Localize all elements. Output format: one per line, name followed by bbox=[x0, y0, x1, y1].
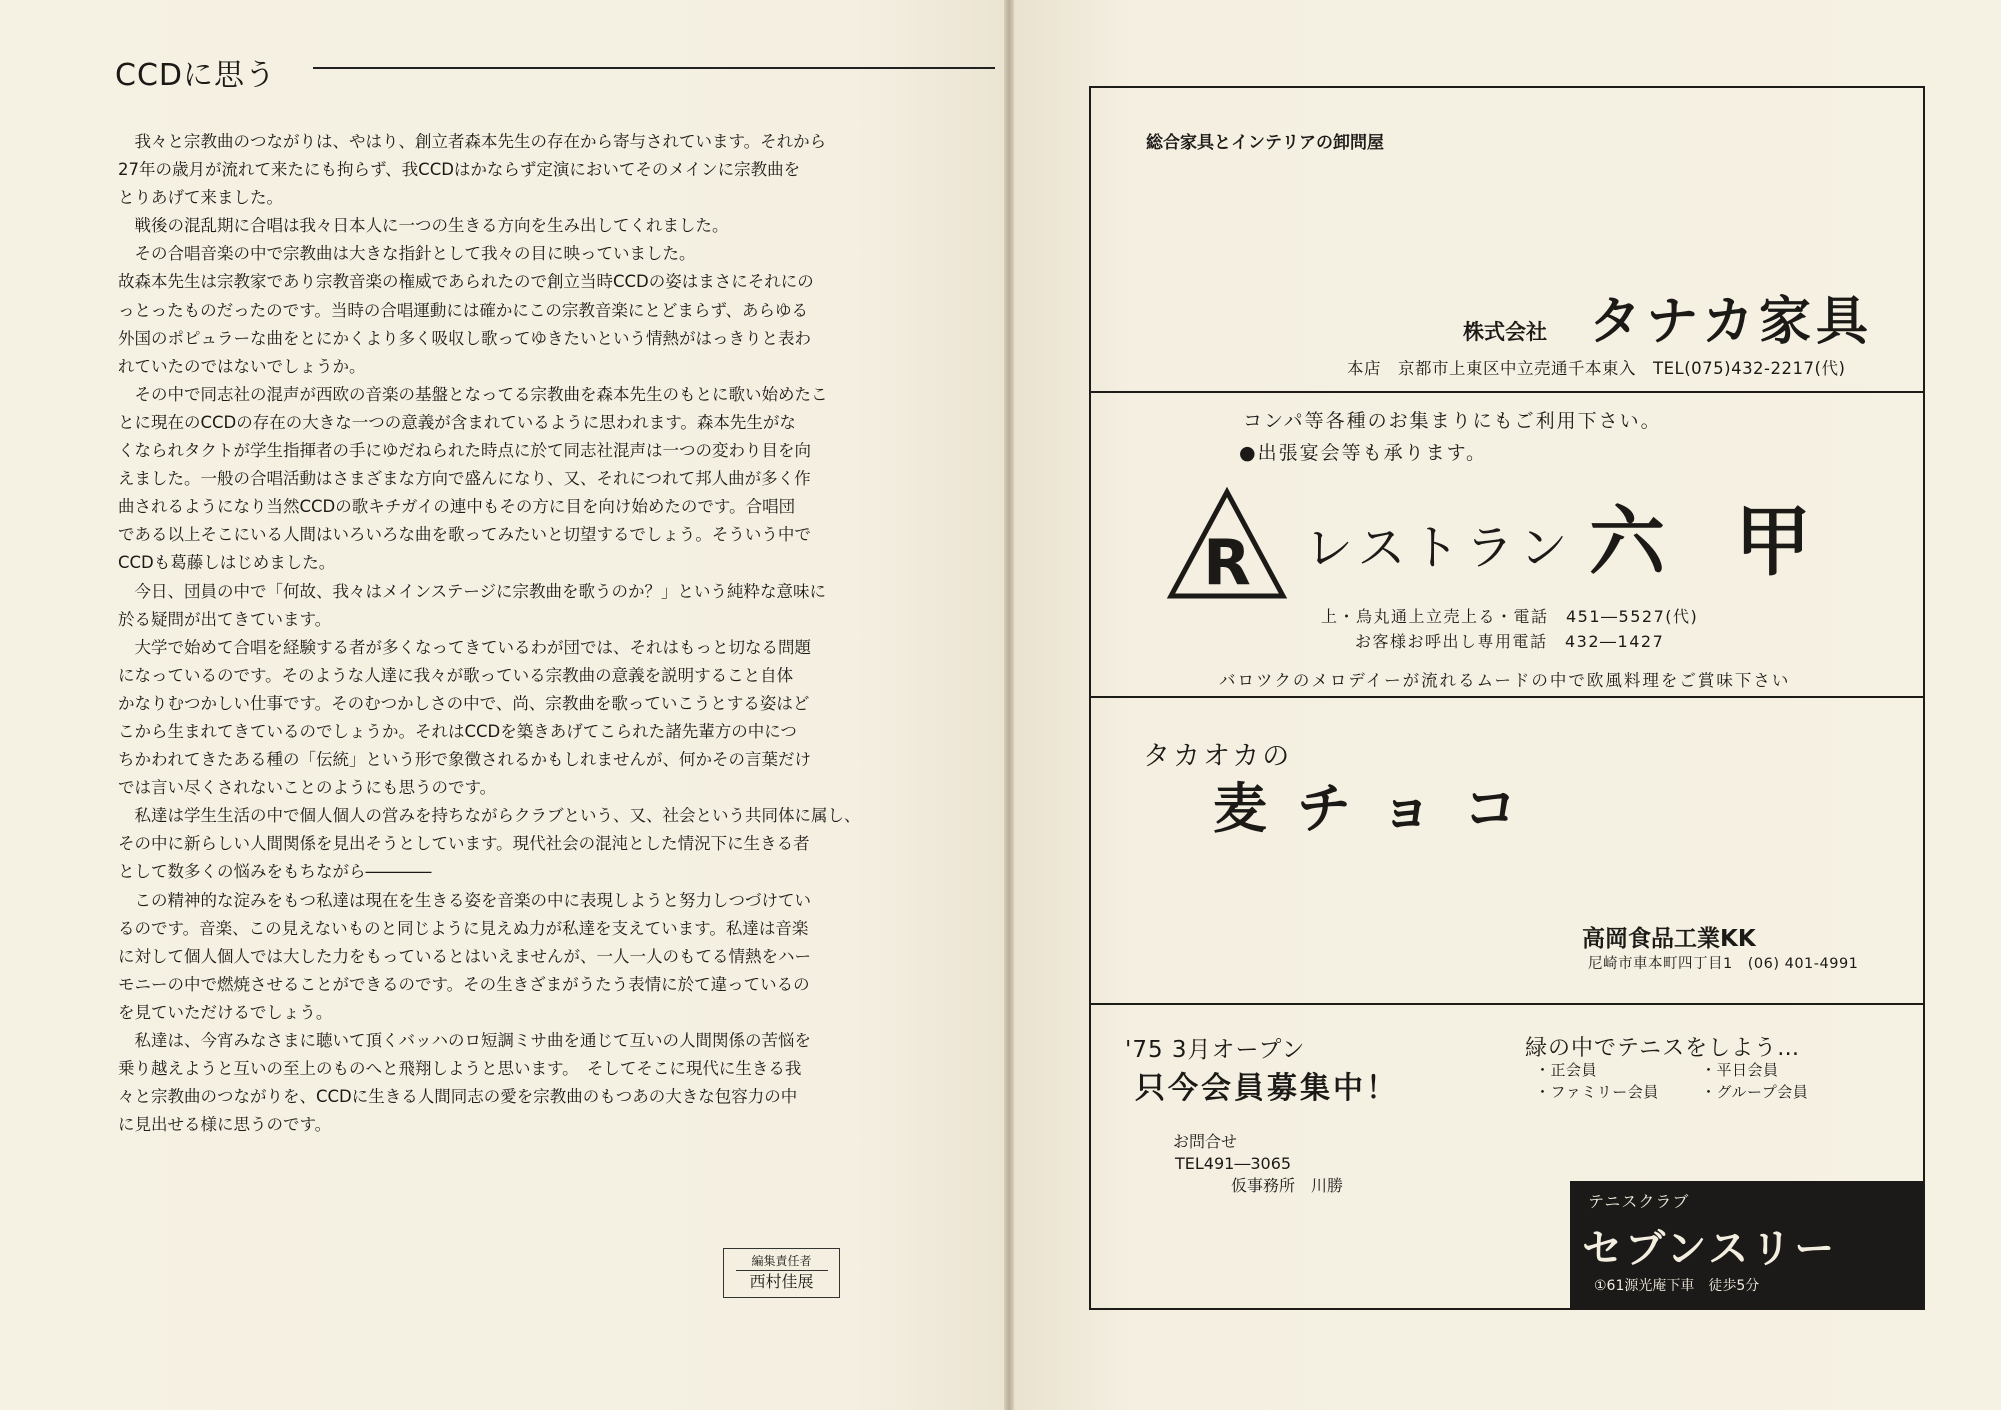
chocolate-brand-prefix: タカオカの bbox=[1143, 741, 1293, 772]
tennis-member-group: ・グループ会員 bbox=[1701, 1083, 1809, 1101]
essay-line: その合唱音楽の中で宗教曲は大きな指針として我々の目に映っていました。 bbox=[118, 244, 696, 264]
essay-line: 々と宗教曲のつながりを、CCDに生きる人間同志の愛を宗教曲のもつあの大きな包容力の中 bbox=[118, 1087, 798, 1107]
essay-line: れていたのではないでしょうか。 bbox=[118, 356, 366, 376]
essay-line: 戦後の混乱期に合唱は我々日本人に一つの生きる方向を生み出してくれました。 bbox=[118, 216, 729, 236]
editor-name: 西村佳展 bbox=[749, 1272, 814, 1291]
essay-line: として数多くの悩みをもちながら―――― bbox=[118, 862, 432, 882]
essay-title: CCDに思う bbox=[115, 58, 276, 93]
furniture-company-type: 株式会社 bbox=[1463, 320, 1547, 344]
essay-line: 故森本先生は宗教家であり宗教音楽の権威であられたので創立当時CCDの姿はまさにそれにの bbox=[118, 272, 814, 292]
essay-line: とに現在のCCDの存在の大きな一つの意義が含まれているように思われます。森本先生がな bbox=[118, 412, 796, 432]
title-rule bbox=[313, 67, 995, 69]
essay-line: ちかわれてきたある種の「伝統」という形で象徴されるかもしれませんが、何かその言葉だけ bbox=[118, 750, 811, 770]
essay-line: 私達は学生生活の中で個人個人の営みを持ちながらクラブという、又、社会という共同体に属し、 bbox=[118, 806, 861, 826]
tennis-member-regular: ・正会員 bbox=[1535, 1061, 1598, 1079]
essay-line: になっているのです。そのような人達に我々が歌っている宗教曲の意義を説明すること自体 bbox=[118, 665, 794, 685]
restaurant-service-2: ●出張宴会等も承ります。 bbox=[1239, 442, 1488, 464]
essay-line: 今日、団員の中で「何故、我々はメインステージに宗教曲を歌うのか？」という純粋な意味に bbox=[118, 581, 827, 601]
furniture-address: 本店 京都市上東区中立売通千本東入 TEL(075)432-2217(代) bbox=[1347, 359, 1846, 378]
furniture-name: タナカ家具 bbox=[1589, 292, 1873, 352]
tennis-club-box bbox=[1570, 1181, 1923, 1309]
ad-restaurant bbox=[1089, 391, 1925, 696]
essay-body bbox=[118, 128, 883, 1139]
tennis-member-weekday: ・平日会員 bbox=[1701, 1061, 1779, 1079]
restaurant-phone-main: 上・烏丸通上立売上る・電話 451―5527(代) bbox=[1321, 607, 1699, 626]
restaurant-service-1: コンパ等各種のお集まりにもご利用下さい。 bbox=[1243, 410, 1662, 432]
essay-line: 私達は、今宵みなさまに聴いて頂くバッハのロ短調ミサ曲を通じて互いの人間関係の苦悩を bbox=[118, 1031, 811, 1050]
tennis-opening: '75 3月オープン bbox=[1125, 1037, 1306, 1063]
essay-line: CCDも葛藤しはじめました。 bbox=[118, 553, 336, 573]
essay-line: 大学で始めて合唱を経験する者が多くなってきているわが団では、それはもっと切なる問題 bbox=[118, 637, 811, 657]
essay-line: くなられタクトが学生指揮者の手にゆだねられた時点に於て同志社混声は一つの変わり目を向 bbox=[118, 441, 811, 461]
essay-line: 我々と宗教曲のつながりは、やはり、創立者森本先生の存在から寄与されています。それから bbox=[118, 132, 827, 151]
chocolate-company: 高岡食品工業KK bbox=[1582, 926, 1756, 952]
page-gutter bbox=[1004, 0, 1014, 1410]
tennis-contact-label: お問合せ bbox=[1173, 1132, 1238, 1151]
essay-line: るのです。音楽、この見えないものと同じように見えぬ力が私達を支えています。私達は音楽 bbox=[118, 918, 809, 938]
essay-line: 外国のポピュラーな曲をとにかくより多く吸収し歌ってゆきたいという情熱がはっきりと表わ bbox=[118, 328, 811, 348]
tennis-contact-tel: TEL491―3065 bbox=[1175, 1154, 1292, 1173]
restaurant-name: レストラン bbox=[1305, 520, 1574, 576]
chocolate-address: 尼崎市車本町四丁目1 (06) 401-4991 bbox=[1588, 956, 1859, 972]
tennis-club-name: セブンスリー bbox=[1582, 1226, 1838, 1272]
essay-line: 27年の歳月が流れて来たにも拘らず、我CCDはかならず定演においてそのメインに宗教曲を bbox=[118, 160, 801, 180]
tennis-club-access: ①61源光庵下車 徒歩5分 bbox=[1594, 1278, 1760, 1294]
restaurant-phone-paging: お客様お呼出し専用電話 432―1427 bbox=[1355, 632, 1665, 651]
essay-line: その中で同志社の混声が西欧の音楽の基盤となってる宗教曲を森本先生のもとに歌い始めたこ bbox=[118, 384, 828, 404]
restaurant-logo-icon bbox=[1165, 486, 1289, 606]
essay-header bbox=[115, 50, 880, 93]
essay-line: 乗り越えようと互いの至上のものへと飛翔しようと思います。 そしてそこに現代に生きる我 bbox=[118, 1059, 802, 1079]
essay-line: に対して個人個人では大した力をもっているとはいえませんが、一人一人のもてる情熱をハー bbox=[118, 946, 811, 966]
essay-line: である以上そこにいる人間はいろいろな曲を歌ってみたいと切望するでしょう。そういう中で bbox=[118, 525, 811, 545]
essay-line: 於る疑問が出てきています。 bbox=[118, 609, 332, 629]
essay-line: を見ていただけるでしょう。 bbox=[118, 1002, 333, 1022]
essay-line: えました。一般の合唱活動はさまざまな方向で盛んになり、又、それにつれて邦人曲が多く作 bbox=[118, 469, 811, 489]
essay-line: とりあげて来ました。 bbox=[118, 188, 283, 208]
essay-line: こから生まれてきているのでしょうか。それはCCDを築きあげてこられた諸先輩方の中につ bbox=[118, 721, 797, 741]
tennis-headline: 緑の中でテニスをしよう… bbox=[1525, 1036, 1801, 1061]
essay-line: っとったものだったのです。当時の合唱運動には確かにこの宗教音楽にとどまらず、あらゆる bbox=[118, 300, 809, 320]
ad-tennis bbox=[1089, 1003, 1925, 1310]
tennis-contact-office: 仮事務所 川勝 bbox=[1231, 1176, 1344, 1195]
essay-line: モニーの中で燃焼させることができるのです。その生きざまがうたう表情に於て違っているの bbox=[118, 974, 810, 994]
furniture-tagline: 総合家具とインテリアの卸問屋 bbox=[1146, 133, 1384, 153]
ad-chocolate bbox=[1089, 696, 1925, 1003]
tennis-contact bbox=[1173, 1131, 1343, 1197]
editor-role: 編集責任者 bbox=[751, 1254, 812, 1268]
essay-line: 曲されるようになり当然CCDの歌キチガイの連中もその方に目を向け始めたのです。合唱団 bbox=[118, 497, 796, 517]
restaurant-name-kanji: 六甲 bbox=[1589, 497, 1881, 586]
tennis-recruit: 只今会員募集中！ bbox=[1135, 1071, 1399, 1106]
ad-furniture bbox=[1089, 86, 1925, 391]
essay-line: では言い尽くされないことのようにも思うのです。 bbox=[118, 778, 497, 798]
tennis-club-prefix: テニスクラブ bbox=[1588, 1192, 1690, 1211]
editor-credit bbox=[723, 1248, 840, 1298]
essay-line: この精神的な淀みをもつ私達は現在を生きる姿を音楽の中に表現しようと努力しつづけてい bbox=[118, 890, 811, 910]
essay-line: かなりむつかしい仕事です。そのむつかしさの中で、尚、宗教曲を歌っていこうとする姿はど bbox=[118, 693, 810, 713]
tennis-member-family: ・ファミリー会員 bbox=[1535, 1083, 1659, 1101]
restaurant-logo-letter: R bbox=[1203, 526, 1251, 599]
essay-line: に見出せる様に思うのです。 bbox=[118, 1115, 332, 1135]
essay-line: その中に新らしい人間関係を見出そうとしています。現代社会の混沌とした情況下に生きる者 bbox=[118, 834, 810, 854]
restaurant-tagline: バロツクのメロデイーが流れるムードの中で欧風料理をご賞味下さい bbox=[1219, 671, 1791, 690]
chocolate-product-name: 麦チョコ bbox=[1213, 777, 1548, 840]
